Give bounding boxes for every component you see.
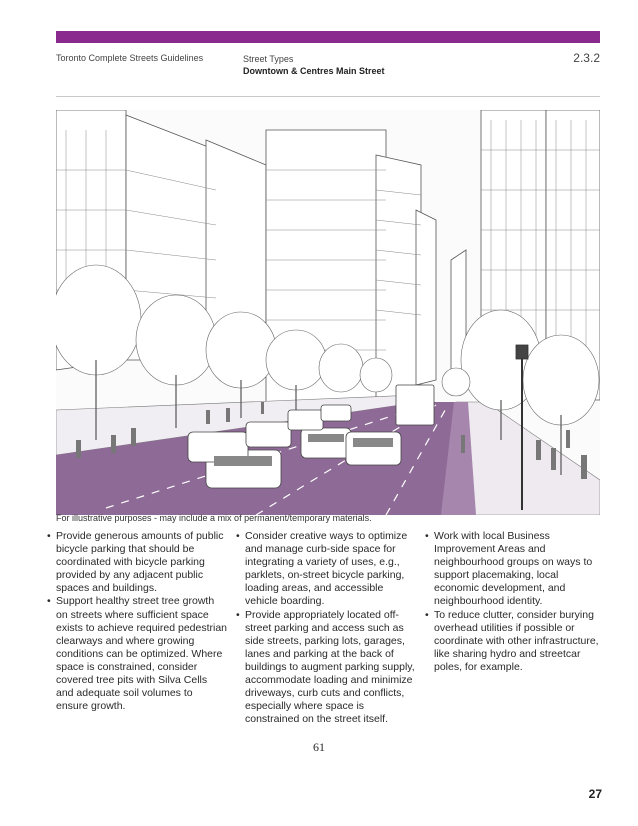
- bullet-text: Provide appropriately located off-street parking and access such as side streets, parking lots, garages, lanes and parking at the back of buildings to augment parking supply, accommodate loading and minimize driveways, curb cuts and conflicts, especially where space is constrained on the street itself.: [245, 608, 415, 726]
- inner-page-number: 61: [313, 740, 325, 754]
- section-heading: [243, 53, 385, 77]
- bullet-text: Consider creative ways to optimize and manage curb-side space for integrating a variety of uses, e.g., parklets, on-street bicycle parking, loading areas, and accessible vehicle boarding.: [245, 530, 408, 608]
- bullet-text: Work with local Business Improvement Areas and neighbourhood groups on ways to support placemaking, local economic development, and neighbourhood identity.: [434, 530, 593, 608]
- page-number: 27: [588, 787, 602, 801]
- subsection-label: Downtown & Centres Main Street: [243, 66, 385, 76]
- bullet-item: • Support healthy street tree growth on streets where sufficient space exists to achieve required pedestrian clearways and where growing conditions can be optimized. Where space is constrained, consider covered tree pits with Silva Cells and adequate soil volumes to ensure growth.: [47, 595, 228, 713]
- text-column-1: [47, 530, 227, 713]
- bullet-item: • Provide generous amounts of public bicycle parking that should be coordinated with bicycle parking provided by any adjacent public spaces and buildings.: [47, 530, 224, 595]
- bullet-item: • Consider creative ways to optimize and manage curb-side space for integrating a variety of uses, e.g., parklets, on-street bicycle parking, loading areas, and accessible vehicle boarding.: [236, 530, 408, 608]
- bullet-item: • Provide appropriately located off-street parking and access such as side streets, parking lots, garages, lanes and parking at the back of buildings to augment parking supply, accommodate loading and minimize driveways, curb cuts and conflicts, especially where space is constrained on the street itself.: [236, 608, 415, 726]
- section-number: 2.3.2: [573, 51, 600, 65]
- section-label: Street Types: [243, 54, 294, 64]
- figure-caption: For illustrative purposes - may include a mix of permanent/temporary materials.: [56, 513, 372, 523]
- bullet-text: Provide generous amounts of public bicycle parking that should be coordinated with bicycle parking provided by any adjacent public spaces and buildings.: [56, 530, 224, 595]
- header-divider: [56, 96, 600, 97]
- bullet-text: Support healthy street tree growth on streets where sufficient space exists to achieve required pedestrian clearways and where growing conditions can be optimized. Where space is constrained, consider covered tree pits with Silva Cells and adequate soil volumes to ensure growth.: [56, 595, 228, 713]
- document-title: Toronto Complete Streets Guidelines: [56, 53, 204, 63]
- accent-bar: [56, 31, 600, 43]
- bullet-item: • Work with local Business Improvement Areas and neighbourhood groups on ways to support placemaking, local economic development, and neighbourhood identity.: [425, 530, 593, 608]
- text-column-3: [425, 530, 605, 674]
- bullet-item: • To reduce clutter, consider burying overhead utilities if possible or coordinate with other infrastructure, like sharing hydro and streetcar poles, for example.: [425, 608, 599, 673]
- bullet-text: To reduce clutter, consider burying overhead utilities if possible or coordinate with other infrastructure, like sharing hydro and streetcar poles, for example.: [434, 608, 599, 673]
- street-illustration: [56, 110, 600, 515]
- text-column-2: [236, 530, 416, 726]
